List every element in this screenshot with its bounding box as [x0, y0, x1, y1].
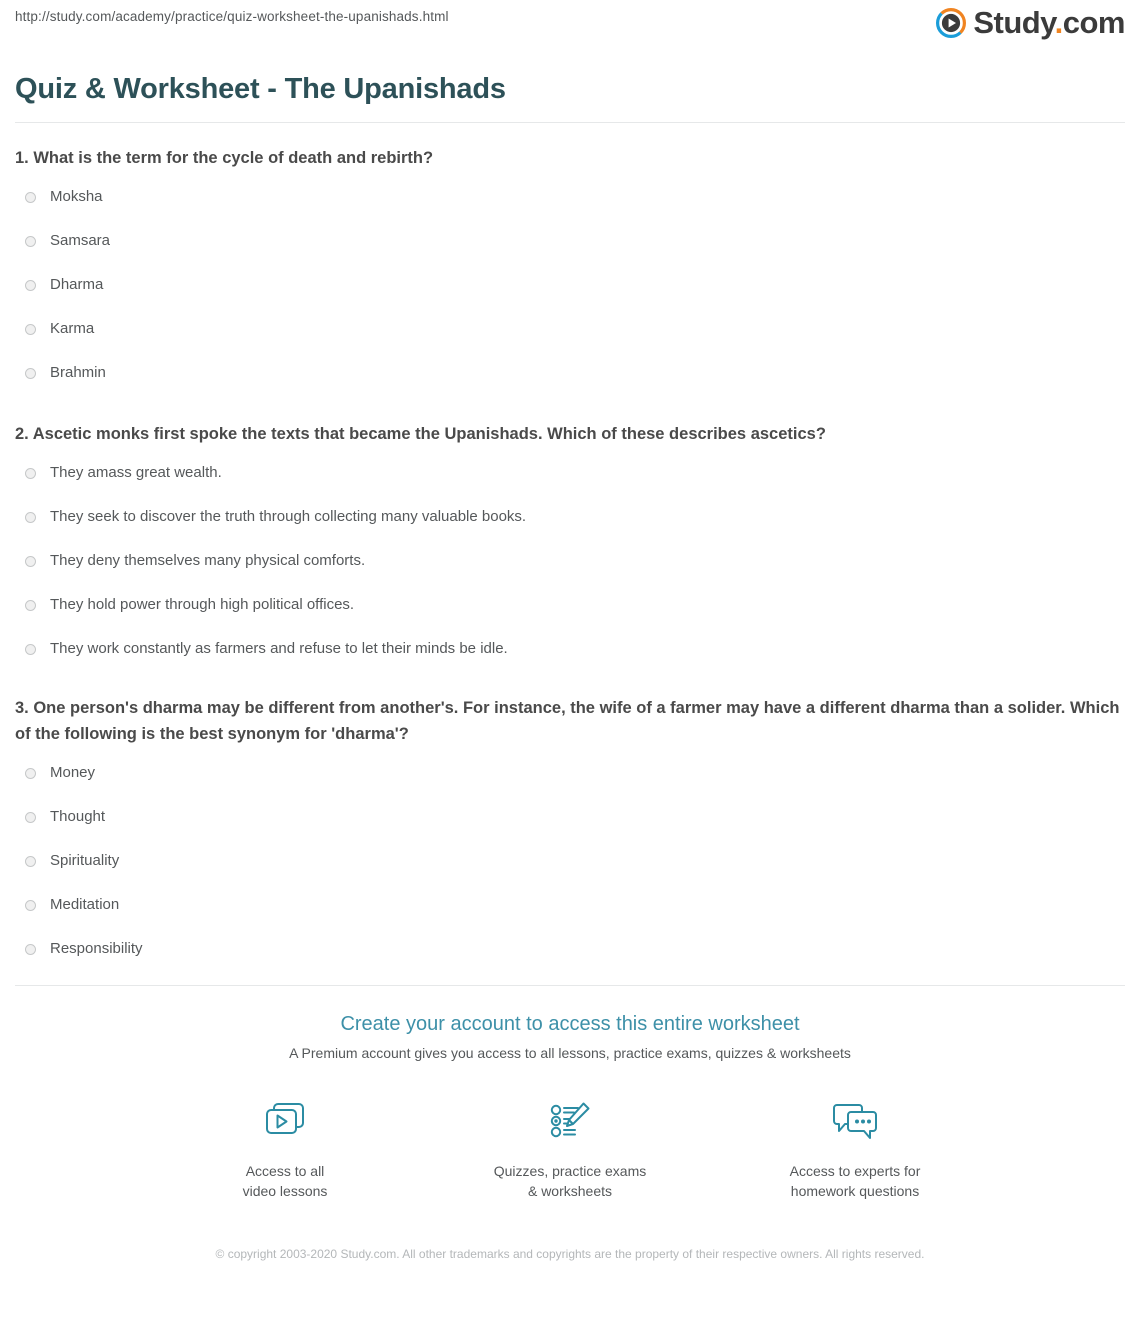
answer-option[interactable]: [15, 839, 1125, 883]
answer-option[interactable]: [15, 263, 1125, 307]
logo-word-com: com: [1062, 5, 1125, 40]
answer-option[interactable]: [15, 751, 1125, 795]
answer-label: They seek to discover the truth through collecting many valuable books.: [50, 508, 527, 525]
quiz-questions: [15, 123, 1125, 971]
answer-option[interactable]: [15, 351, 1125, 395]
feature-label-line2: video lessons: [242, 1183, 328, 1199]
answer-label: They work constantly as farmers and refuse to let their minds be idle.: [50, 640, 508, 657]
feature-label: [768, 1161, 943, 1201]
feature-label-line1: Access to all: [245, 1163, 325, 1179]
answer-option[interactable]: [15, 539, 1125, 583]
radio-button-icon[interactable]: [25, 512, 36, 523]
question-block: [15, 421, 1125, 671]
answer-option[interactable]: [15, 927, 1125, 971]
radio-button-icon[interactable]: [25, 324, 36, 335]
quiz-pencil-icon: [483, 1094, 658, 1150]
answer-option[interactable]: [15, 583, 1125, 627]
study-com-logo[interactable]: [936, 7, 1125, 38]
answer-label: They hold power through high political offices.: [50, 596, 355, 613]
answer-label: Spirituality: [50, 852, 120, 869]
radio-button-icon[interactable]: [25, 236, 36, 247]
answer-option[interactable]: [15, 451, 1125, 495]
radio-button-icon[interactable]: [25, 812, 36, 823]
answer-list: [15, 751, 1125, 971]
create-account-link[interactable]: Create your account to access this entire worksheet: [340, 1013, 800, 1035]
answer-option[interactable]: [15, 627, 1125, 671]
radio-button-icon[interactable]: [25, 600, 36, 611]
answer-label: Dharma: [50, 276, 104, 293]
answer-option[interactable]: [15, 795, 1125, 839]
radio-button-icon[interactable]: [25, 280, 36, 291]
radio-button-icon[interactable]: [25, 468, 36, 479]
logo-wordmark: [973, 7, 1125, 38]
feature-label-line2: & worksheets: [527, 1183, 613, 1199]
page-title: Quiz & Worksheet - The Upanishads: [15, 73, 506, 105]
feature-label-line1: Quizzes, practice exams: [493, 1163, 647, 1179]
answer-label: Samsara: [50, 232, 111, 249]
answer-list: [15, 451, 1125, 671]
answer-option[interactable]: [15, 307, 1125, 351]
question-text: 1. What is the term for the cycle of death and rebirth?: [15, 149, 434, 167]
logo-dot: .: [1054, 5, 1063, 40]
radio-button-icon[interactable]: [25, 900, 36, 911]
play-circle-icon: [936, 8, 966, 38]
radio-button-icon[interactable]: [25, 192, 36, 203]
radio-button-icon[interactable]: [25, 556, 36, 567]
chat-bubbles-icon: [768, 1094, 943, 1150]
radio-button-icon[interactable]: [25, 768, 36, 779]
answer-list: [15, 175, 1125, 395]
feature-experts: [768, 1094, 943, 1201]
answer-label: Meditation: [50, 896, 120, 913]
feature-label: [483, 1161, 658, 1201]
answer-label: Money: [50, 764, 96, 781]
question-text: 2. Ascetic monks first spoke the texts that became the Upanishads. Which of these describes ascetics?: [15, 425, 826, 443]
feature-label: [198, 1161, 373, 1201]
logo-word-study: Study: [973, 5, 1055, 40]
feature-list: [15, 1094, 1125, 1201]
answer-label: Thought: [50, 808, 106, 825]
answer-label: Brahmin: [50, 364, 106, 381]
copyright-notice: © copyright 2003-2020 Study.com. All other trademarks and copyrights are the property of their respective owners. All rights reserved.: [215, 1247, 925, 1261]
question-block: [15, 145, 1125, 395]
create-account-cta: [15, 986, 1125, 1263]
page-header: [15, 0, 1125, 62]
feature-label-line2: homework questions: [790, 1183, 920, 1199]
answer-label: Moksha: [50, 188, 103, 205]
feature-label-line1: Access to experts for: [789, 1163, 921, 1179]
answer-option[interactable]: [15, 495, 1125, 539]
cta-subhead: A Premium account gives you access to all lessons, practice exams, quizzes & worksheets: [289, 1045, 851, 1061]
video-lessons-icon: [198, 1094, 373, 1150]
feature-video-lessons: [198, 1094, 373, 1201]
answer-label: Karma: [50, 320, 95, 337]
radio-button-icon[interactable]: [25, 368, 36, 379]
answer-label: They amass great wealth.: [50, 464, 222, 481]
answer-label: Responsibility: [50, 940, 143, 957]
radio-button-icon[interactable]: [25, 944, 36, 955]
question-block: [15, 695, 1125, 971]
radio-button-icon[interactable]: [25, 856, 36, 867]
answer-option[interactable]: [15, 219, 1125, 263]
answer-option[interactable]: [15, 883, 1125, 927]
feature-quizzes: [483, 1094, 658, 1201]
answer-option[interactable]: [15, 175, 1125, 219]
radio-button-icon[interactable]: [25, 644, 36, 655]
answer-label: They deny themselves many physical comforts.: [50, 552, 366, 569]
source-url: http://study.com/academy/practice/quiz-worksheet-the-upanishads.html: [15, 9, 449, 24]
question-text: 3. One person's dharma may be different from another's. For instance, the wife of a farmer may have a different dharma than a solider. Which of the following is the best synonym for 'dharma'?: [15, 699, 1120, 743]
